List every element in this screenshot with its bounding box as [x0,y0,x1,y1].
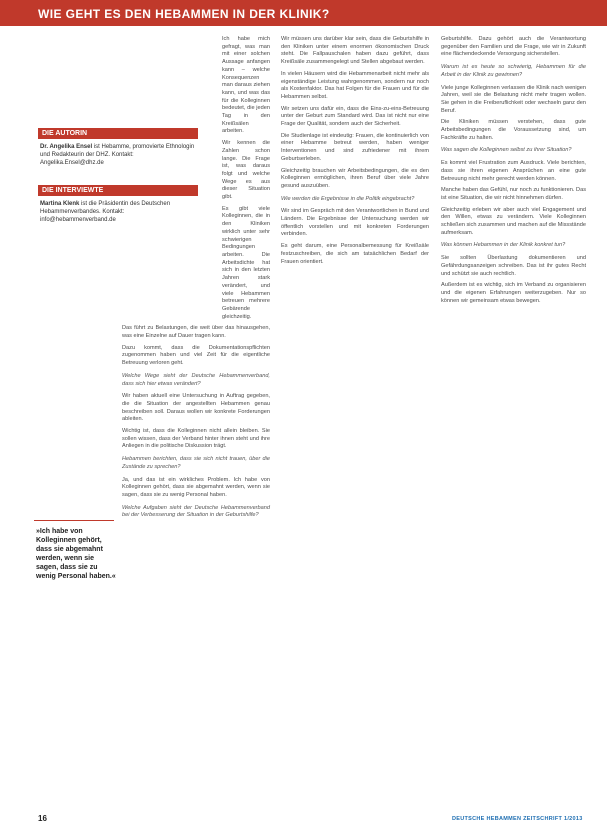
paragraph: Sie sollten Überlastung dokumentieren und Gefährdungsanzeigen schreiben. Das ist ihr gutes Recht und schützt sie auch rechtlich. [441,255,586,277]
paragraph: Es gibt viele Kolleginnen, die in den Kliniken wirklich unter sehr schwierigen Bedingungen arbeiten. Die Arbeitsdichte hat sich in den letzten Jahren stark verändert, und viele Hebammen betreuen mehrere Gebärende gleichzeitig. [222,205,270,320]
author-text: ist Hebamme, promovierte Ethnologin und Redakteurin der DHZ. Kontakt: Angelika.Ensel@dhz.de [40,144,195,166]
interviewee-text: ist die Präsidentin des Deutschen Hebammenverbandes. Kontakt: info@hebammenverband.de [40,201,171,223]
paragraph: Wir müssen uns darüber klar sein, dass die Geburtshilfe in den Kliniken unter einem enormen ökonomischen Druck steht. Die Fallpauschalen haben dazu geführt, dass Kreißsäle zusammengelegt und Stellen abgebaut werden. [281,36,429,66]
paragraph: Wir haben aktuell eine Untersuchung in Auftrag gegeben, die die Situation der angestellten Hebammen genau beschreiben soll. Daraus wollen wir konkrete Forderungen ableiten. [122,393,270,423]
paragraph: Wir sind im Gespräch mit den Verantwortlichen in Bund und Ländern. Die Ergebnisse der Untersuchung werden wir öffentlich vorstellen und mit konkreten Forderungen verbinden. [281,208,429,238]
interview-question: Was sagen die Kolleginnen selbst zu ihrer Situation? [441,147,572,154]
page-header [0,0,607,26]
paragraph: In vielen Häusern wird die Hebammenarbeit nicht mehr als eigenständige Leistung wahrgenommen, sondern nur noch als Kostenfaktor. Das hat Folgen für die Frauen und für die Hebammen selbst. [281,70,429,100]
interview-question: Wie werden die Ergebnisse in die Politik eingebracht? [281,195,415,202]
paragraph: Wichtig ist, dass die Kolleginnen nicht allein bleiben. Sie sollen wissen, dass der Verband hinter ihnen steht und ihre Anliegen in die politische Diskussion trägt. [122,428,270,450]
interview-question: Welche Aufgaben sieht der Deutsche Hebammenverband bei der Verbesserung der Situation in der Geburtshilfe? [122,504,270,519]
author-box-title: DIE AUTORIN [38,128,198,139]
paragraph: Geburtshilfe. Dazu gehört auch die Verantwortung gegenüber den Familien und die Frage, wie wir in Zukunft eine flächendeckende Versorgung sicherstellen. [441,36,586,58]
page-title: WIE GEHT ES DEN HEBAMMEN IN DER KLINIK? [38,7,330,21]
interview-question: Hebammen berichten, dass sie sich nicht trauen, über die Zustände zu sprechen? [122,456,270,470]
paragraph: Wir kennen die Zahlen schon lange. Die Frage ist, was daraus folgt und welche Wege es aus dieser Situation gibt. [222,140,270,201]
paragraph: Wir setzen uns dafür ein, dass die Eins-zu-eins-Betreuung unter der Geburt zum Standard wird. Das ist nicht nur eine Frage der Qualität, sondern auch der Sicherheit. [281,105,429,128]
paragraph: Es kommt viel Frustration zum Ausdruck. Viele berichten, dass sie ihren eigenen Ansprüchen an eine gute Betreuung nicht mehr gerecht werden können. [441,160,586,182]
interview-question: Welche Wege sieht der Deutsche Hebammenverband, dass sich hier etwas verändert? [122,372,270,387]
quote-divider [34,520,114,521]
paragraph: Ich habe mich gefragt, was man mit einer solchen Aussage anfangen kann – welche Konsequenzen man daraus ziehen kann, und was das für die Kolleginnen bedeutet, die jeden Tag in den Kreißsälen arbeiten. [222,36,270,135]
paragraph: Dazu kommt, dass die Dokumentationspflichten zugenommen haben und viel Zeit für die eigentliche Betreuung verloren geht. [122,344,270,367]
column-1 [122,36,270,525]
interviewee-name: Martina Klenk [40,201,80,207]
column-3 [441,36,586,309]
paragraph: Das führt zu Belastungen, die weit über das hinausgehen, was eine Einzelne auf Dauer tragen kann. [122,325,270,340]
paragraph: Es geht darum, eine Personalbemessung für Kreißsäle festzuschreiben, die sich am tatsächlichen Bedarf der Frauen orientiert. [281,243,429,265]
author-name: Dr. Angelika Ensel [40,144,93,150]
paragraph: Ja, und das ist ein wirkliches Problem. Ich habe von Kolleginnen gehört, dass sie abgemahnt werden, wenn sie sagen, dass sie zu wenig Personal haben. [122,476,270,498]
interview-question: Warum ist es heute so schwierig, Hebammen für die Arbeit in der Klinik zu gewinnen? [441,64,586,78]
interview-question: Was können Hebammen in der Klinik konkret tun? [441,242,566,249]
paragraph: Viele junge Kolleginnen verlassen die Klinik nach wenigen Jahren, weil sie die Belastung nicht mehr tragen wollen. Sie gehen in die Freiberuflichkeit oder wechseln ganz den Beruf. [441,84,586,114]
page-number: 16 [38,814,47,823]
paragraph: Außerdem ist es wichtig, sich im Verband zu organisieren und die eigenen Erfahrungen weiterzugeben. Nur so können wir gemeinsam etwas bewegen. [441,282,586,304]
paragraph: Manche haben das Gefühl, nur noch zu funktionieren. Das ist eine Situation, die wir nicht hinnehmen dürfen. [441,187,586,201]
interview-box-title: DIE INTERVIEWTE [38,185,198,196]
paragraph: Die Studienlage ist eindeutig: Frauen, die kontinuierlich von einer Hebamme betreut werden, haben weniger Interventionen und sind zufriedener mit ihrem Geburtserleben. [281,132,429,162]
pull-quote: »Ich habe von Kolleginnen gehört, dass sie abgemahnt werden, wenn sie sagen, dass sie zu wenig Personal haben.« [36,528,116,580]
paragraph: Gleichzeitig erleben wir aber auch viel Engagement und den Willen, etwas zu verändern. Viele Kolleginnen schließen sich zusammen und machen auf die Missstände aufmerksam. [441,206,586,236]
column-2 [281,36,429,270]
paragraph: Die Kliniken müssen verstehen, dass gute Arbeitsbedingungen die Voraussetzung sind, um Fachkräfte zu halten. [441,119,586,141]
journal-name: DEUTSCHE HEBAMMEN ZEITSCHRIFT 1/2013 [452,816,583,822]
paragraph: Gleichzeitig brauchen wir Arbeitsbedingungen, die es den Kolleginnen ermöglichen, ihren Beruf über viele Jahre gesund auszuüben. [281,167,429,189]
